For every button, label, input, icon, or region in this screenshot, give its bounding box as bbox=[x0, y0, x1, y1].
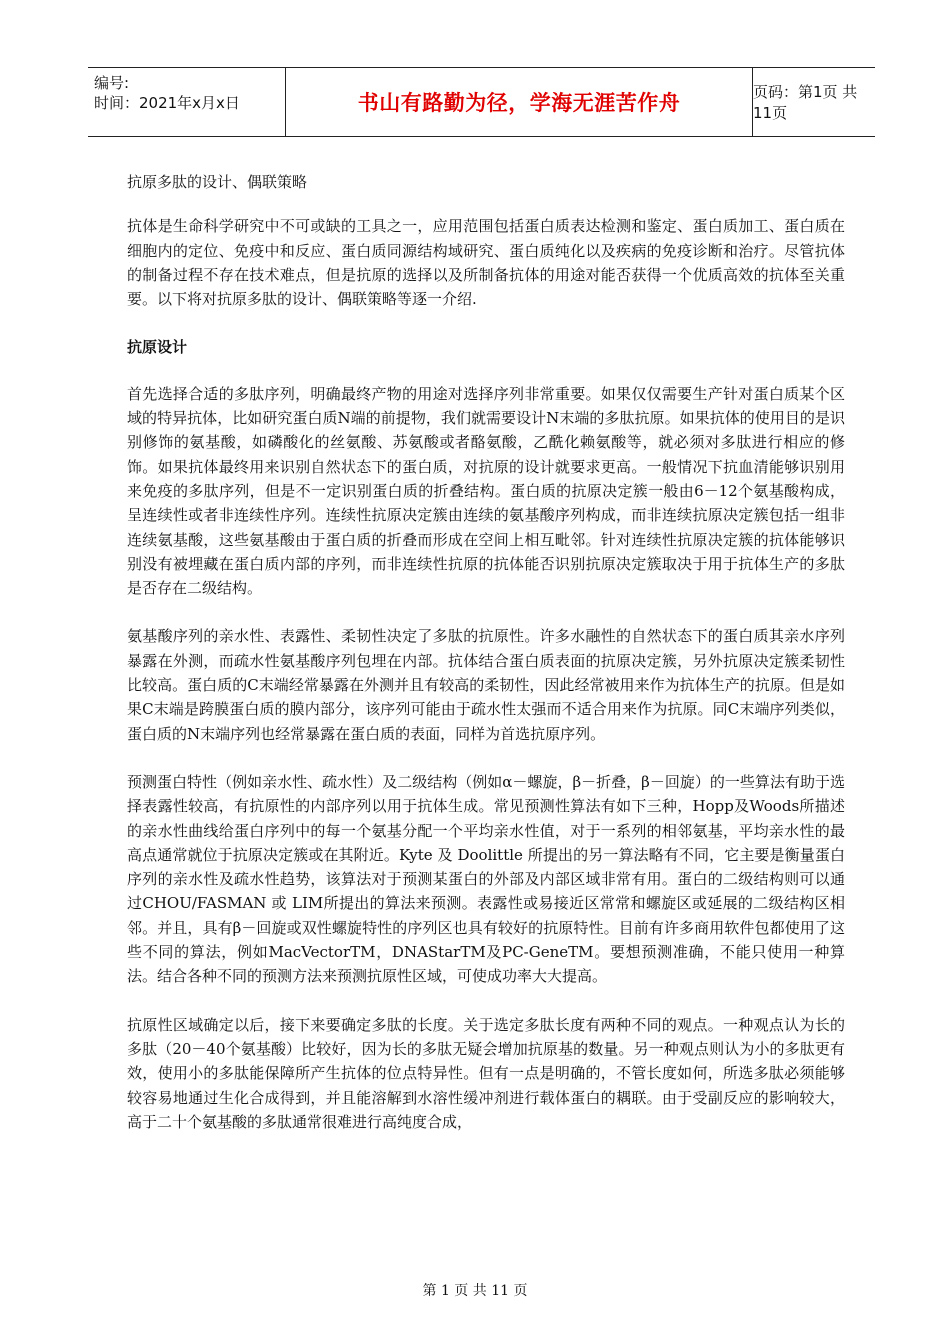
section-heading: 抗原设计 bbox=[127, 338, 188, 357]
document-title: 抗原多肽的设计、偶联策略 bbox=[127, 173, 308, 191]
header-motto: 书山有路勤为径，学海无涯苦作舟 bbox=[357, 91, 681, 115]
intro-paragraph: 抗体是生命科学研究中不可或缺的工具之一，应用范围包括蛋白质表达检测和鉴定、蛋白质加工、蛋白质在细胞内的定位、免疫中和反应、蛋白质同源结构域研究、蛋白质纯化以及疾病的免疫诊断和治疗。尽管抗体的制备过程不存在技术难点，但是抗原的选择以及所制备抗体的用途对能否获得一个优质高效的抗体至关重要。以下将对抗原多肽的设计、偶联策略等逐一介绍. bbox=[127, 217, 845, 309]
header-page-info: 页码：第1页 共11页 bbox=[753, 83, 858, 122]
page-footer: 第 1 页 共 11 页 bbox=[422, 1283, 528, 1299]
document-number-label: 编号: bbox=[94, 74, 130, 92]
document-header bbox=[88, 67, 875, 137]
header-meta-cell bbox=[88, 68, 285, 136]
header-motto-cell bbox=[285, 68, 753, 136]
body-paragraph: 抗原性区域确定以后，接下来要确定多肽的长度。关于选定多肽长度有两种不同的观点。一种观点认为长的多肽（20－40个氨基酸）比较好，因为长的多肽无疑会增加抗原基的数量。另一种观点则认为小的多肽更有效，使用小的多肽能保障所产生抗体的位点特异性。但有一点是明确的，不管长度如何，所选多肽必须能够较容易地通过生化合成得到，并且能溶解到水溶性缓冲剂进行载体蛋白的耦联。由于受副反应的影响较大，高于二十个氨基酸的多肽通常很难进行高纯度合成， bbox=[127, 1015, 845, 1131]
body-paragraph: 预测蛋白特性（例如亲水性、疏水性）及二级结构（例如α－螺旋，β－折叠，β－回旋）的一些算法有助于选择表露性较高，有抗原性的内部序列以用于抗体生成。常见预测性算法有如下三种，Hopp及Woods所描述的亲水性曲线给蛋白序列中的每一个氨基分配一个平均亲水性值，对于一系列的相邻氨基，平均亲水性的最高点通常就位于抗原决定簇或在其附近。Kyte 及 Doolittle 所提出的另一算法略有不同，它主要是衡量蛋白序列的亲水性及疏水性趋势，该算法对于预测某蛋白的外部及内部区域非常有用。蛋白的二级结构则可以通过CHOU/FASMAN 或 LIM所提出的算法来预测。表露性或易接近区常常和螺旋区或延展的二级结构区相邻。并且，具有β－回旋或双性螺旋特性的序列区也具有较好的抗原特性。目前有许多商用软件包都使用了这些不同的算法，例如MacVectorTM，DNAStarTM及PC-GeneTM。要想预测准确，不能只使用一种算法。结合各种不同的预测方法来预测抗原性区域，可使成功率大大提高。 bbox=[127, 772, 845, 986]
document-time-label: 时间：2021年x月x日 bbox=[94, 94, 240, 112]
body-paragraph: 首先选择合适的多肽序列，明确最终产物的用途对选择序列非常重要。如果仅仅需要生产针对蛋白质某个区域的特异抗体，比如研究蛋白质N端的前提物，我们就需要设计N末端的多肽抗原。如果抗体的使用目的是识别修饰的氨基酸，如磷酸化的丝氨酸、苏氨酸或者酪氨酸，乙酰化赖氨酸等，就必须对多肽进行相应的修饰。如果抗体最终用来识别自然状态下的蛋白质，对抗原的设计就要求更高。一般情况下抗血清能够识别用来免疫的多肽序列，但是不一定识别蛋白质的折叠结构。蛋白质的抗原决定簇一般由6－12个氨基酸构成，呈连续性或者非连续性序列。连续性抗原决定簇由连续的氨基酸序列构成，而非连续抗原决定簇包括一组非连续氨基酸，这些氨基酸由于蛋白质的折叠而形成在空间上相互毗邻。针对连续性抗原决定簇的抗体能够识别没有被埋藏在蛋白质内部的序列，而非连续性抗原的抗体能否识别抗原决定簇取决于用于抗体生产的多肽是否存在二级结构。 bbox=[127, 384, 845, 598]
document-body bbox=[127, 160, 845, 1158]
body-paragraph: 氨基酸序列的亲水性、表露性、柔韧性决定了多肽的抗原性。许多水融性的自然状态下的蛋白质其亲水序列暴露在外测，而疏水性氨基酸序列包埋在内部。抗体结合蛋白质表面的抗原决定簇，另外抗原决定簇柔韧性比较高。蛋白质的C末端经常暴露在外测并且有较高的柔韧性，因此经常被用来作为抗体生产的抗原。但是如果C末端是跨膜蛋白质的膜内部分，该序列可能由于疏水性太强而不适合用来作为抗原。同C末端序列类似，蛋白质的N末端序列也经常暴露在蛋白质的表面，同样为首选抗原序列。 bbox=[127, 627, 845, 743]
